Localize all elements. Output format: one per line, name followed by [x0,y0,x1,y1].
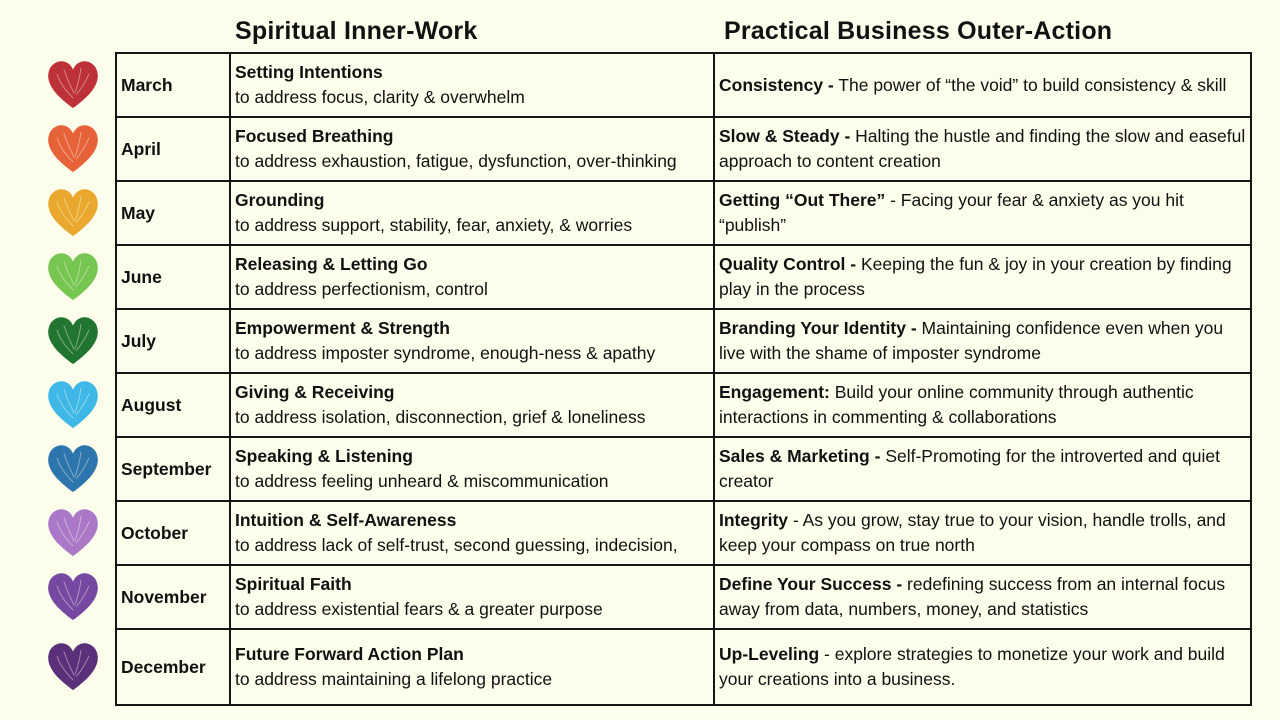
outer-action-cell [714,437,1251,501]
table-row [116,373,1251,437]
inner-work-description: to address focus, clarity & overwhelm [235,87,525,107]
heart-icon [38,564,108,628]
inner-work-title: Grounding [235,190,325,210]
outer-action-description: - Facing your fear & anxiety as you hit “publish” [719,190,1184,235]
outer-action-title: Up-Leveling [719,644,820,664]
inner-work-title: Setting Intentions [235,62,383,82]
inner-work-heading: Spiritual Inner-Work [235,17,478,45]
outer-action-title: Define Your Success - [719,574,903,594]
inner-work-title: Speaking & Listening [235,446,413,466]
heart-column [38,52,108,704]
table-row [116,309,1251,373]
outer-action-cell [714,565,1251,629]
outer-action-cell [714,373,1251,437]
outer-action-cell [714,117,1251,181]
inner-work-description: to address lack of self-trust, second guessing, indecision, [235,535,678,555]
outer-action-cell [714,181,1251,245]
month-cell [116,117,230,181]
inner-work-description: to address maintaining a lifelong practice [235,669,553,689]
inner-work-cell [230,181,714,245]
heart-icon [38,180,108,244]
inner-work-title: Giving & Receiving [235,382,395,402]
inner-work-cell [230,117,714,181]
outer-action-cell [714,245,1251,309]
month-cell [116,53,230,117]
outer-action-description: Self-Promoting for the introverted and quiet creator [719,446,1220,491]
heart-icon [38,116,108,180]
month-label: September [121,458,212,479]
inner-work-cell [230,437,714,501]
inner-work-title: Spiritual Faith [235,574,352,594]
inner-work-cell [230,629,714,705]
outer-action-title: Branding Your Identity - [719,318,917,338]
inner-work-cell [230,565,714,629]
inner-work-description: to address isolation, disconnection, grief & loneliness [235,407,646,427]
table-row [116,437,1251,501]
inner-work-cell [230,53,714,117]
inner-work-description: to address perfectionism, control [235,279,488,299]
outer-action-title: Slow & Steady - [719,126,851,146]
month-cell [116,501,230,565]
outer-action-title: Consistency - [719,74,834,95]
outer-action-title: Getting “Out There” [719,190,886,210]
inner-work-description: to address existential fears & a greater purpose [235,599,603,619]
month-label: May [121,202,156,223]
heart-icon [38,372,108,436]
outer-action-cell [714,629,1251,705]
month-cell [116,437,230,501]
table-row [116,117,1251,181]
outer-action-description: Build your online community through authentic interactions in commenting & collaborations [719,382,1194,427]
inner-work-title: Future Forward Action Plan [235,644,464,664]
month-cell [116,245,230,309]
table-row [116,53,1251,117]
outer-action-title: Integrity [719,510,789,530]
outer-action-description: redefining success from an internal focus away from data, numbers, money, and statistics [719,574,1226,619]
monthly-plan-table [115,52,1252,706]
outer-action-description: Keeping the fun & joy in your creation by finding play in the process [719,254,1232,299]
month-label: March [121,74,173,95]
month-label: December [121,656,206,677]
month-cell [116,309,230,373]
table-row [116,245,1251,309]
heart-icon [38,308,108,372]
outer-action-title: Engagement: [719,382,830,402]
month-label: November [121,586,207,607]
outer-action-title: Sales & Marketing - [719,446,881,466]
inner-work-cell [230,309,714,373]
inner-work-title: Empowerment & Strength [235,318,450,338]
table-row [116,629,1251,705]
outer-action-heading: Practical Business Outer-Action [724,17,1113,45]
inner-work-title: Focused Breathing [235,126,394,146]
outer-action-cell [714,309,1251,373]
month-label: October [121,522,189,543]
inner-work-title: Releasing & Letting Go [235,254,428,274]
heart-icon [38,436,108,500]
inner-work-description: to address support, stability, fear, anxiety, & worries [235,215,633,235]
heart-icon [38,52,108,116]
month-cell [116,181,230,245]
inner-work-cell [230,245,714,309]
heart-icon [38,244,108,308]
month-cell [116,373,230,437]
outer-action-cell [714,501,1251,565]
month-cell [116,629,230,705]
table-row [116,181,1251,245]
month-label: June [121,266,162,287]
inner-work-description: to address imposter syndrome, enough-ness & apathy [235,343,656,363]
outer-action-description: The power of “the void” to build consistency & skill [833,74,1227,95]
outer-action-description: - As you grow, stay true to your vision, handle trolls, and keep your compass on true north [719,510,1226,555]
month-label: April [121,138,161,159]
outer-action-description: Maintaining confidence even when you live with the shame of imposter syndrome [719,318,1224,363]
outer-action-description: Halting the hustle and finding the slow and easeful approach to content creation [719,126,1246,171]
month-label: August [121,394,182,415]
inner-work-title: Intuition & Self-Awareness [235,510,457,530]
month-label: July [121,330,157,351]
table-row [116,501,1251,565]
inner-work-cell [230,373,714,437]
inner-work-description: to address feeling unheard & miscommunication [235,471,609,491]
inner-work-cell [230,501,714,565]
month-cell [116,565,230,629]
outer-action-cell [714,53,1251,117]
heart-icon [38,628,108,704]
table-row [116,565,1251,629]
heart-icon [38,500,108,564]
outer-action-title: Quality Control - [719,254,857,274]
outer-action-description: - explore strategies to monetize your work and build your creations into a business. [719,644,1225,689]
inner-work-description: to address exhaustion, fatigue, dysfunction, over-thinking [235,151,677,171]
